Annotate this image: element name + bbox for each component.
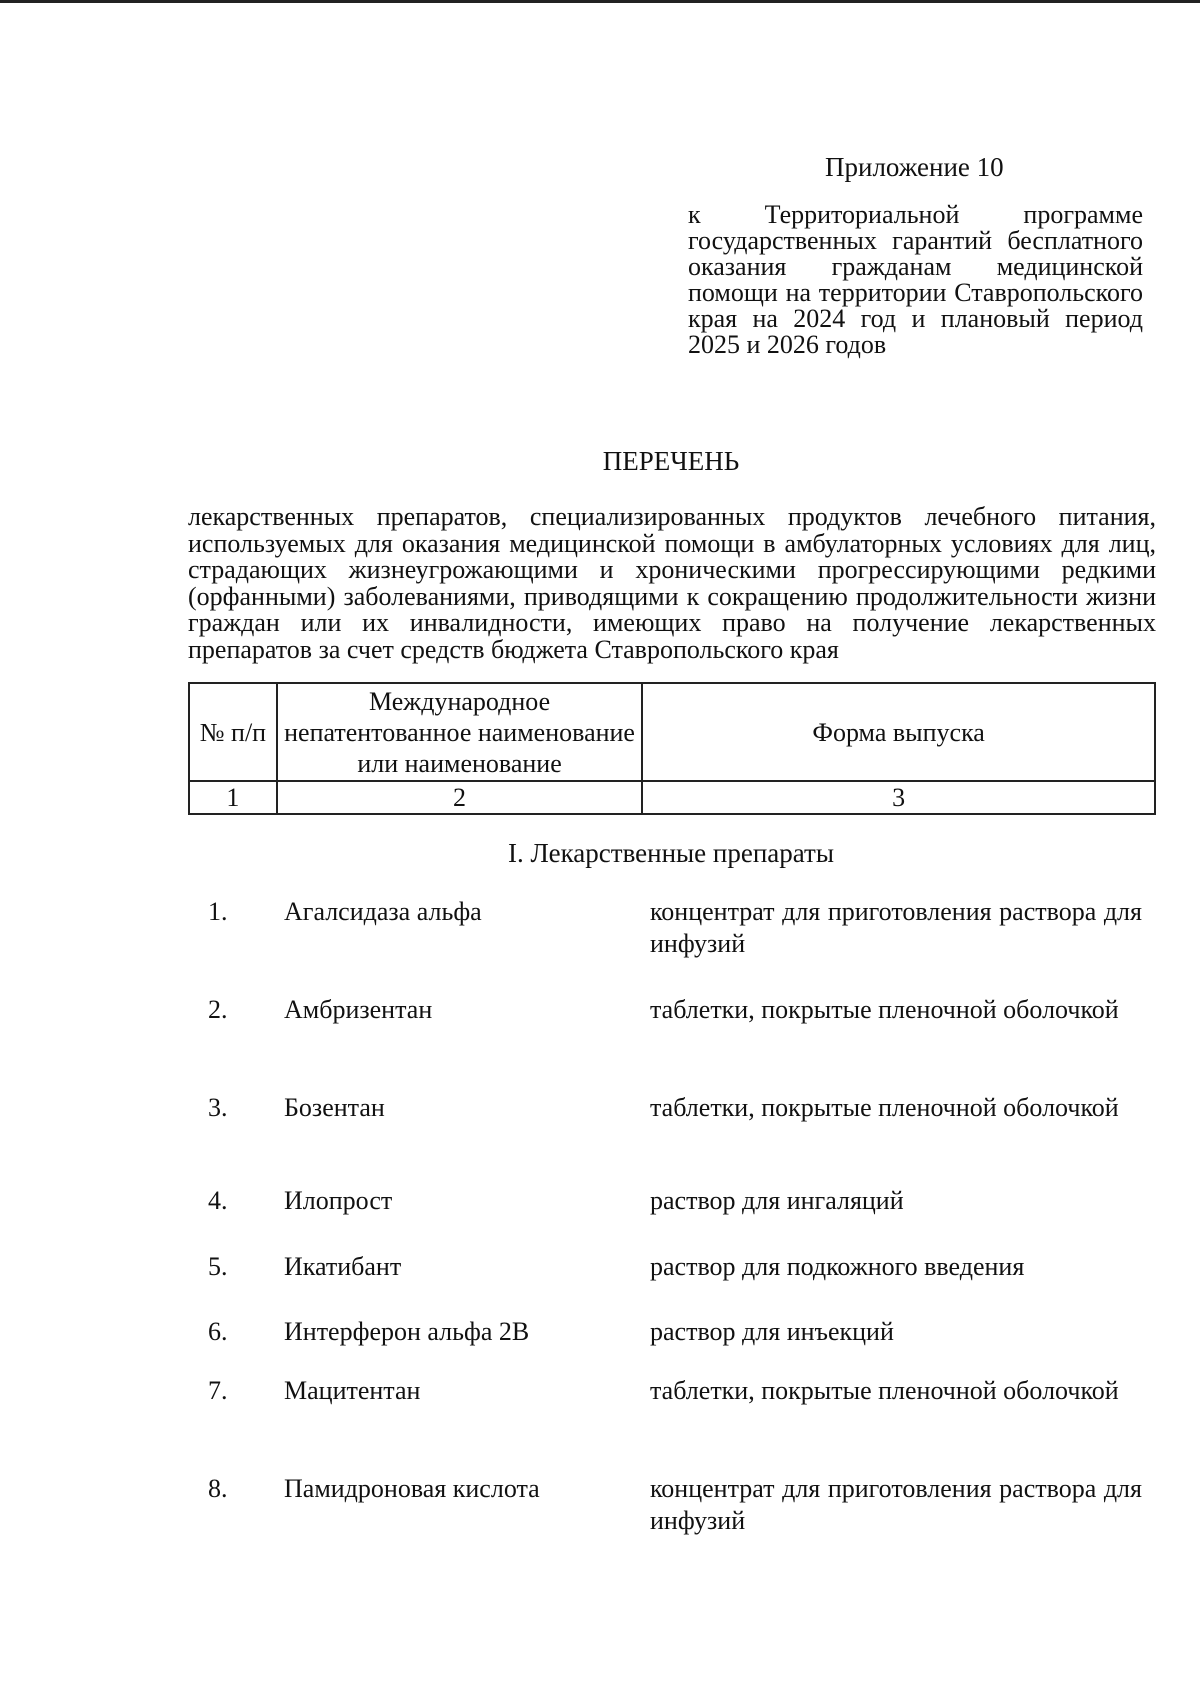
item-form: таблетки, покрытые пленочной оболочкой — [650, 1376, 1119, 1405]
item-name: Интерферон альфа 2В — [284, 1317, 530, 1346]
column-number-3: 3 — [642, 781, 1155, 814]
header-row — [189, 683, 1155, 781]
item-name: Илопрост — [284, 1186, 393, 1215]
header-form: Форма выпуска — [642, 683, 1155, 781]
document-title: ПЕРЕЧЕНЬ — [602, 446, 740, 476]
item-form: таблетки, покрытые пленочной оболочкой — [650, 1093, 1119, 1122]
item-form: раствор для подкожного введения — [650, 1252, 1025, 1281]
item-name: Мацитентан — [284, 1376, 421, 1405]
item-number: 5. — [208, 1252, 228, 1281]
item-number: 4. — [208, 1186, 228, 1215]
item-form: концентрат для приготовления раствора для инфузий — [650, 1474, 1142, 1535]
document-subtitle: лекарственных препаратов, специализированных продуктов лечебного питания, используемых для оказания медицинской помощи в амбулаторных условиях для лиц, страдающих жизнеугрожающими и хроническими прогрессирующими редкими (орфанными) заболеваниями, приводящими к сокращению продолжительности жизни граждан или их инвалидности, имеющих право на получение лекарственных препаратов за счет средств бюджета Ставропольского края — [188, 502, 1156, 664]
item-form: таблетки, покрытые пленочной оболочкой — [650, 995, 1119, 1024]
item-name: Икатибант — [284, 1252, 402, 1281]
column-number-row — [189, 781, 1155, 814]
column-number-1: 1 — [189, 781, 277, 814]
appendix-title: Приложение 10 — [825, 152, 1004, 182]
item-number: 8. — [208, 1474, 228, 1503]
header-num: № п/п — [189, 683, 277, 781]
section-title: I. Лекарственные препараты — [507, 838, 835, 868]
item-form: раствор для инъекций — [650, 1317, 894, 1346]
item-name: Бозентан — [284, 1093, 385, 1122]
item-name: Амбризентан — [284, 995, 433, 1024]
header-table — [188, 682, 1156, 815]
item-name: Агалсидаза альфа — [284, 897, 482, 926]
item-number: 6. — [208, 1317, 228, 1346]
item-number: 1. — [208, 897, 228, 926]
header-name: Международное непатентованное наименование или наименование — [277, 683, 642, 781]
item-name: Памидроновая кислота — [284, 1474, 540, 1503]
appendix-text: к Территориальной программе государственных гарантий бесплатного оказания гражданам медицинской помощи на территории Ставропольского края на 2024 год и плановый период 2025 и 2026 годов — [688, 200, 1143, 359]
item-number: 2. — [208, 995, 228, 1024]
item-number: 7. — [208, 1376, 228, 1405]
item-form: раствор для ингаляций — [650, 1186, 904, 1215]
item-number: 3. — [208, 1093, 228, 1122]
column-number-2: 2 — [277, 781, 642, 814]
top-border-rule — [0, 0, 1200, 3]
item-form: концентрат для приготовления раствора для инфузий — [650, 897, 1142, 958]
